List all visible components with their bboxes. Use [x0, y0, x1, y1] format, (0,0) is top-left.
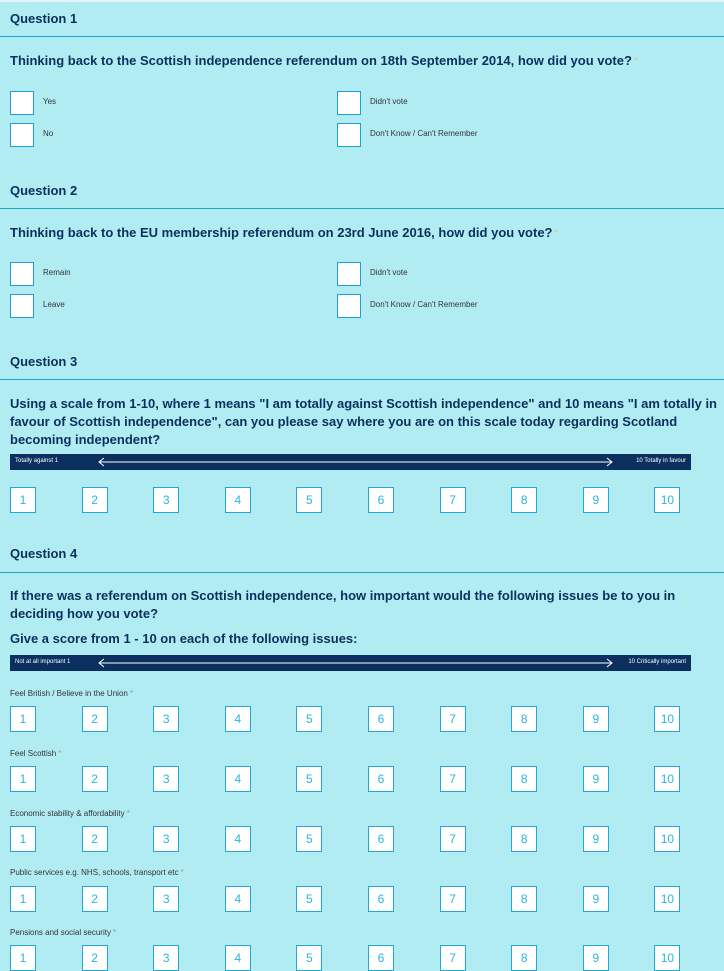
- scale-option-5[interactable]: 5: [296, 886, 322, 912]
- q1-option-no[interactable]: [10, 123, 310, 149]
- required-marker: *: [554, 228, 558, 237]
- scale-option-8[interactable]: 8: [511, 886, 537, 912]
- q2-option-dont-know[interactable]: [337, 294, 637, 320]
- scale-option-7[interactable]: 7: [440, 945, 466, 971]
- scale-option-1[interactable]: 1: [10, 945, 36, 971]
- scale-option-8[interactable]: 8: [511, 945, 537, 971]
- scale-option-1[interactable]: 1: [10, 766, 36, 792]
- option-label: Don't Know / Can't Remember: [370, 300, 478, 309]
- scale-option-9[interactable]: 9: [583, 766, 609, 792]
- issue-label-text: Economic stability & affordability: [10, 809, 125, 818]
- question-3-text: Using a scale from 1-10, where 1 means "I am totally against Scottish independence" and 10 means "I am totally in favour of Scottish independence", can you please say where you are on this scale today regarding Scotland becoming independent?: [10, 396, 717, 447]
- scale-option-10[interactable]: 10: [654, 766, 680, 792]
- option-label: Didn't vote: [370, 97, 408, 106]
- question-2-text-content: Thinking back to the EU membership referendum on 23rd June 2016, how did you vote?: [10, 225, 553, 240]
- q2-option-leave[interactable]: [10, 294, 310, 320]
- checkbox[interactable]: [10, 123, 34, 147]
- required-marker: *: [112, 928, 117, 937]
- issue-scale-scottish: [10, 766, 710, 792]
- scale-option-2[interactable]: 2: [82, 945, 108, 971]
- required-marker: *: [126, 809, 130, 818]
- issue-label-public-services: [10, 868, 184, 877]
- issue-label-pensions: [10, 928, 116, 937]
- scale-option-4[interactable]: 4: [225, 945, 251, 971]
- scale-option-1[interactable]: 1: [10, 886, 36, 912]
- checkbox[interactable]: [337, 91, 361, 115]
- question-4-heading: Question 4: [10, 546, 78, 561]
- scale-legend-right: 10 Critically important: [628, 659, 686, 665]
- scale-option-8[interactable]: 8: [511, 706, 537, 732]
- question-4-divider: [0, 572, 724, 573]
- scale-option-4[interactable]: 4: [225, 886, 251, 912]
- checkbox[interactable]: [337, 123, 361, 147]
- question-4-subtext: Give a score from 1 - 10 on each of the following issues:: [10, 631, 358, 646]
- scale-option-8[interactable]: 8: [511, 766, 537, 792]
- scale-option-2[interactable]: 2: [82, 766, 108, 792]
- question-2-text: [10, 224, 722, 242]
- issue-scale-economic: [10, 826, 710, 852]
- option-label: Leave: [43, 300, 65, 309]
- scale-option-3[interactable]: 3: [153, 886, 179, 912]
- scale-option-9[interactable]: 9: [583, 487, 609, 513]
- issue-label-text: Public services e.g. NHS, schools, transport etc: [10, 868, 179, 877]
- checkbox[interactable]: [10, 262, 34, 286]
- checkbox[interactable]: [10, 91, 34, 115]
- scale-option-1[interactable]: 1: [10, 826, 36, 852]
- scale-legend-right: 10 Totally in favour: [636, 458, 686, 464]
- question-3-divider: [0, 379, 724, 380]
- scale-option-1[interactable]: 1: [10, 487, 36, 513]
- issue-label-scottish: [10, 749, 61, 758]
- scale-option-4[interactable]: 4: [225, 706, 251, 732]
- scale-option-3[interactable]: 3: [153, 826, 179, 852]
- scale-option-9[interactable]: 9: [583, 886, 609, 912]
- scale-option-7[interactable]: 7: [440, 826, 466, 852]
- option-label: Didn't vote: [370, 268, 408, 277]
- question-1-text: [10, 52, 722, 70]
- double-arrow-icon: [96, 454, 615, 470]
- issue-scale-public-services: [10, 886, 710, 912]
- issue-scale-pensions: [10, 945, 710, 971]
- scale-option-7[interactable]: 7: [440, 766, 466, 792]
- question-4-text: If there was a referendum on Scottish independence, how important would the following issues be to you in deciding how you vote?: [10, 588, 676, 621]
- scale-option-7[interactable]: 7: [440, 706, 466, 732]
- option-label: No: [43, 129, 54, 138]
- q1-option-dont-know[interactable]: [337, 123, 637, 149]
- scale-legend-bar: [10, 454, 691, 470]
- scale-option-7[interactable]: 7: [440, 487, 466, 513]
- scale-option-6[interactable]: 6: [368, 886, 394, 912]
- question-1-divider: [0, 36, 724, 37]
- question-1-text-content: Thinking back to the Scottish independence referendum on 18th September 2014, how did you vote?: [10, 53, 632, 68]
- scale-option-5[interactable]: 5: [296, 766, 322, 792]
- scale-option-6[interactable]: 6: [368, 945, 394, 971]
- scale-option-9[interactable]: 9: [583, 945, 609, 971]
- scale-option-7[interactable]: 7: [440, 886, 466, 912]
- scale-legend-bar: [10, 655, 691, 671]
- q2-option-didnt-vote[interactable]: [337, 262, 637, 288]
- issue-label-text: Feel British / Believe in the Union: [10, 689, 128, 698]
- q1-option-yes[interactable]: [10, 91, 310, 117]
- scale-option-6[interactable]: 6: [368, 826, 394, 852]
- question-1-heading: Question 1: [10, 11, 78, 26]
- scale-option-6[interactable]: 6: [368, 487, 394, 513]
- scale-option-2[interactable]: 2: [82, 826, 108, 852]
- double-arrow-icon: [96, 655, 615, 671]
- scale-option-10[interactable]: 10: [654, 945, 680, 971]
- option-label: Yes: [43, 97, 57, 106]
- question-2-heading: Question 2: [10, 183, 78, 198]
- question-2-divider: [0, 208, 724, 209]
- scale-option-10[interactable]: 10: [654, 487, 680, 513]
- q3-scale: [10, 487, 710, 513]
- scale-option-1[interactable]: 1: [10, 706, 36, 732]
- scale-option-2[interactable]: 2: [82, 886, 108, 912]
- scale-legend-left: Not at all important 1: [15, 659, 71, 665]
- scale-option-5[interactable]: 5: [296, 945, 322, 971]
- required-marker: *: [58, 749, 62, 758]
- scale-option-10[interactable]: 10: [654, 886, 680, 912]
- checkbox[interactable]: [10, 294, 34, 318]
- scale-option-2[interactable]: 2: [82, 706, 108, 732]
- scale-option-5[interactable]: 5: [296, 826, 322, 852]
- scale-option-6[interactable]: 6: [368, 766, 394, 792]
- scale-option-4[interactable]: 4: [225, 826, 251, 852]
- scale-legend-left: Totally against 1: [15, 458, 59, 464]
- question-3-heading: Question 3: [10, 354, 78, 369]
- scale-option-5[interactable]: 5: [296, 706, 322, 732]
- issue-label-text: Pensions and social security: [10, 928, 111, 937]
- top-border: [0, 0, 724, 2]
- scale-option-9[interactable]: 9: [583, 826, 609, 852]
- scale-option-3[interactable]: 3: [153, 766, 179, 792]
- q1-option-didnt-vote[interactable]: [337, 91, 637, 117]
- scale-option-5[interactable]: 5: [296, 487, 322, 513]
- scale-option-4[interactable]: 4: [225, 487, 251, 513]
- scale-option-8[interactable]: 8: [511, 826, 537, 852]
- required-marker: *: [129, 689, 133, 698]
- issue-label-british: [10, 689, 133, 698]
- checkbox[interactable]: [337, 262, 361, 286]
- required-marker: *: [633, 56, 638, 65]
- option-label: Remain: [43, 268, 71, 277]
- scale-option-3[interactable]: 3: [153, 945, 179, 971]
- scale-option-3[interactable]: 3: [153, 706, 179, 732]
- scale-option-3[interactable]: 3: [153, 487, 179, 513]
- scale-option-10[interactable]: 10: [654, 826, 680, 852]
- scale-option-10[interactable]: 10: [654, 706, 680, 732]
- issue-label-economic: [10, 809, 130, 818]
- scale-option-6[interactable]: 6: [368, 706, 394, 732]
- issue-label-text: Feel Scottish: [10, 749, 57, 758]
- scale-option-9[interactable]: 9: [583, 706, 609, 732]
- scale-option-4[interactable]: 4: [225, 766, 251, 792]
- q2-option-remain[interactable]: [10, 262, 310, 288]
- scale-option-8[interactable]: 8: [511, 487, 537, 513]
- checkbox[interactable]: [337, 294, 361, 318]
- option-label: Don't Know / Can't Remember: [370, 129, 478, 138]
- scale-option-2[interactable]: 2: [82, 487, 108, 513]
- issue-scale-british: [10, 706, 710, 732]
- required-marker: *: [180, 868, 184, 877]
